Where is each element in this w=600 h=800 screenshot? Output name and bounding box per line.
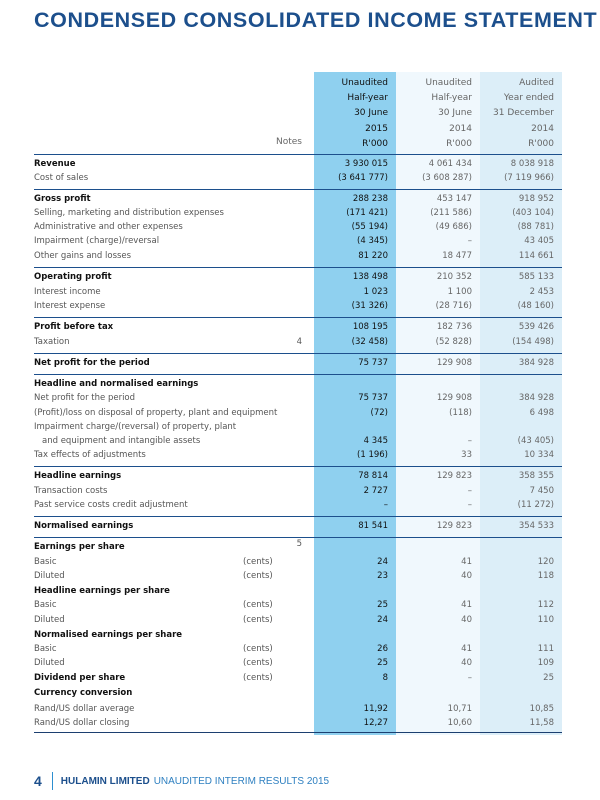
row-value: 23	[377, 571, 388, 581]
row-value: 25	[377, 658, 388, 668]
page-footer	[34, 772, 329, 790]
row-value: 4 345	[363, 436, 388, 446]
row-label: Operating profit	[34, 272, 112, 282]
row-value: 384 928	[518, 358, 554, 368]
row-value: 75 737	[358, 358, 388, 368]
row-unit: (cents)	[243, 600, 273, 610]
row-label: Net profit for the period	[34, 358, 150, 368]
row-unit: (cents)	[243, 571, 273, 581]
row-value	[480, 420, 554, 434]
row-value: (28 716)	[435, 301, 472, 311]
row-value: (55 194)	[351, 222, 388, 232]
row-value: 354 533	[518, 521, 554, 531]
row-value: 24	[377, 557, 388, 567]
row-value: 10,60	[447, 718, 472, 728]
row-label: Impairment (charge)/reversal	[34, 236, 160, 246]
row-divider	[34, 189, 562, 190]
row-value: 40	[461, 615, 472, 625]
row-label: Cost of sales	[34, 173, 89, 183]
row-value: 24	[377, 615, 388, 625]
row-label: Impairment charge/(reversal) of property, plant	[34, 422, 237, 432]
row-label: Normalised earnings	[34, 521, 134, 531]
row-label: Transaction costs	[34, 486, 108, 496]
row-unit: (cents)	[243, 644, 273, 654]
row-value: 210 352	[436, 272, 472, 282]
notes-column-header: Notes	[276, 137, 302, 147]
row-value: 41	[461, 600, 472, 610]
row-label: Basic	[34, 644, 57, 654]
row-label: Net profit for the period	[34, 393, 136, 403]
row-value: 129 908	[436, 358, 472, 368]
row-note: 5	[296, 539, 302, 549]
page-number: 4	[34, 773, 42, 789]
row-label: Dividend per share	[34, 673, 126, 683]
row-value: 11,92	[363, 704, 388, 714]
row-value: 78 814	[358, 471, 388, 481]
row-value: (4 345)	[357, 236, 388, 246]
footer-company: HULAMIN LIMITED	[60, 775, 150, 787]
row-value: 453 147	[436, 194, 472, 204]
row-label: Diluted	[34, 658, 65, 668]
row-label: (Profit)/loss on disposal of property, plant and equipment	[34, 408, 278, 418]
row-value: 120	[537, 557, 554, 567]
row-value: 7 450	[529, 486, 554, 496]
row-value	[314, 584, 388, 598]
row-value: (403 104)	[512, 208, 554, 218]
row-label: and equipment and intangible assets	[42, 436, 201, 446]
row-value: (171 421)	[346, 208, 388, 218]
row-value: 182 736	[436, 322, 472, 332]
row-value: 110	[537, 615, 554, 625]
row-value: 33	[461, 450, 472, 460]
row-value: (3 608 287)	[422, 173, 472, 183]
row-value: (88 781)	[517, 222, 554, 232]
row-value: 288 238	[352, 194, 388, 204]
row-value	[396, 540, 472, 554]
row-value: 75 737	[358, 393, 388, 403]
footer-divider	[52, 772, 53, 790]
row-value	[314, 628, 388, 642]
row-value	[396, 377, 472, 391]
row-divider	[34, 154, 562, 155]
row-label: Revenue	[34, 159, 76, 169]
row-label: Past service costs credit adjustment	[34, 500, 188, 510]
row-value: 112	[537, 600, 554, 610]
row-value: 12,27	[363, 718, 388, 728]
row-value: –	[467, 500, 472, 510]
row-label: Rand/US dollar average	[34, 704, 135, 714]
row-value: (48 160)	[517, 301, 554, 311]
row-value: (49 686)	[435, 222, 472, 232]
row-unit: (cents)	[243, 615, 273, 625]
row-label: Diluted	[34, 615, 65, 625]
row-value: 8	[382, 673, 388, 683]
page-title: CONDENSED CONSOLIDATED INCOME STATEMENT	[34, 8, 598, 32]
row-value: 129 823	[436, 471, 472, 481]
row-value: (118)	[449, 408, 472, 418]
row-label: Basic	[34, 557, 57, 567]
row-value	[480, 584, 554, 598]
row-value: 11,58	[529, 718, 554, 728]
row-label: Diluted	[34, 571, 65, 581]
row-unit: (cents)	[243, 658, 273, 668]
row-value	[396, 686, 472, 700]
row-label: Administrative and other expenses	[34, 222, 183, 232]
row-label: Rand/US dollar closing	[34, 718, 130, 728]
row-value: (52 828)	[435, 337, 472, 347]
row-value	[480, 377, 554, 391]
row-value: 539 426	[518, 322, 554, 332]
row-value: 41	[461, 557, 472, 567]
row-label: Gross profit	[34, 194, 91, 204]
table-bottom-rule	[34, 732, 562, 733]
row-label: Other gains and losses	[34, 251, 132, 261]
row-value: 1 023	[363, 287, 388, 297]
row-value: 10,71	[447, 704, 472, 714]
row-value	[314, 686, 388, 700]
row-label: Currency conversion	[34, 688, 133, 698]
row-divider	[34, 466, 562, 467]
row-unit: (cents)	[243, 557, 273, 567]
row-value: 40	[461, 571, 472, 581]
row-value: 25	[377, 600, 388, 610]
row-divider	[34, 374, 562, 375]
row-value: (11 272)	[517, 500, 554, 510]
row-label: Headline and normalised earnings	[34, 379, 199, 389]
row-note: 4	[296, 337, 302, 347]
row-value: –	[383, 500, 388, 510]
row-label: Tax effects of adjustments	[34, 450, 146, 460]
row-value	[480, 540, 554, 554]
row-value: 109	[537, 658, 554, 668]
row-value: 18 477	[442, 251, 472, 261]
row-divider	[34, 353, 562, 354]
row-value	[314, 540, 388, 554]
row-divider	[34, 317, 562, 318]
row-value: (43 405)	[517, 436, 554, 446]
row-value: 114 661	[518, 251, 554, 261]
column-header-half-year-2014: Unaudited Half-year 30 June 2014 R'000	[425, 78, 472, 149]
column-header-half-year-2015: Unaudited Half-year 30 June 2015 R'000	[341, 78, 388, 149]
row-label: Selling, marketing and distribution expenses	[34, 208, 224, 218]
row-label: Basic	[34, 600, 57, 610]
row-value: 2 453	[529, 287, 554, 297]
row-value: (1 196)	[357, 450, 388, 460]
row-value: 129 823	[436, 521, 472, 531]
column-header-year-2014: Audited Year ended 31 December 2014 R'000	[493, 78, 554, 149]
row-value	[314, 377, 388, 391]
row-value: 43 405	[524, 236, 554, 246]
row-value: (31 326)	[351, 301, 388, 311]
row-value	[480, 628, 554, 642]
row-value: 6 498	[529, 408, 554, 418]
row-divider	[34, 267, 562, 268]
row-value: 10 334	[524, 450, 554, 460]
row-value: 118	[537, 571, 554, 581]
row-label: Headline earnings	[34, 471, 122, 481]
row-value: 138 498	[352, 272, 388, 282]
row-value: –	[467, 236, 472, 246]
row-label: Normalised earnings per share	[34, 630, 183, 640]
row-label: Taxation	[34, 337, 70, 347]
row-value	[314, 420, 388, 434]
row-value: 384 928	[518, 393, 554, 403]
row-value	[396, 628, 472, 642]
row-label: Profit before tax	[34, 322, 114, 332]
row-value: 585 133	[518, 272, 554, 282]
row-value	[396, 420, 472, 434]
row-value: 918 952	[518, 194, 554, 204]
row-value	[480, 686, 554, 700]
row-value: 41	[461, 644, 472, 654]
row-value: (32 458)	[351, 337, 388, 347]
row-unit: (cents)	[243, 673, 273, 683]
row-value	[396, 584, 472, 598]
row-value: 3 930 015	[344, 159, 388, 169]
row-value: (7 119 966)	[504, 173, 554, 183]
row-label: Headline earnings per share	[34, 586, 170, 596]
row-value: 1 100	[447, 287, 472, 297]
row-value: 108 195	[352, 322, 388, 332]
row-value: –	[467, 673, 472, 683]
row-value: 81 220	[358, 251, 388, 261]
row-value: 40	[461, 658, 472, 668]
row-value: 81 541	[358, 521, 388, 531]
row-value: 129 908	[436, 393, 472, 403]
row-value: 10,85	[529, 704, 554, 714]
row-value: 25	[543, 673, 554, 683]
footer-document-title: UNAUDITED INTERIM RESULTS 2015	[153, 775, 330, 787]
row-value: 111	[537, 644, 554, 654]
row-label: Interest income	[34, 287, 101, 297]
row-value: 358 355	[518, 471, 554, 481]
row-value: 2 727	[363, 486, 388, 496]
row-value: (154 498)	[512, 337, 554, 347]
row-value: 8 038 918	[510, 159, 554, 169]
row-value: (72)	[370, 408, 388, 418]
row-label: Interest expense	[34, 301, 106, 311]
row-value: 26	[377, 644, 388, 654]
row-value: –	[467, 486, 472, 496]
row-value: (3 641 777)	[338, 173, 388, 183]
row-value: 4 061 434	[428, 159, 472, 169]
row-label: Earnings per share	[34, 542, 125, 552]
row-value: –	[467, 436, 472, 446]
row-divider	[34, 516, 562, 517]
row-value: (211 586)	[430, 208, 472, 218]
